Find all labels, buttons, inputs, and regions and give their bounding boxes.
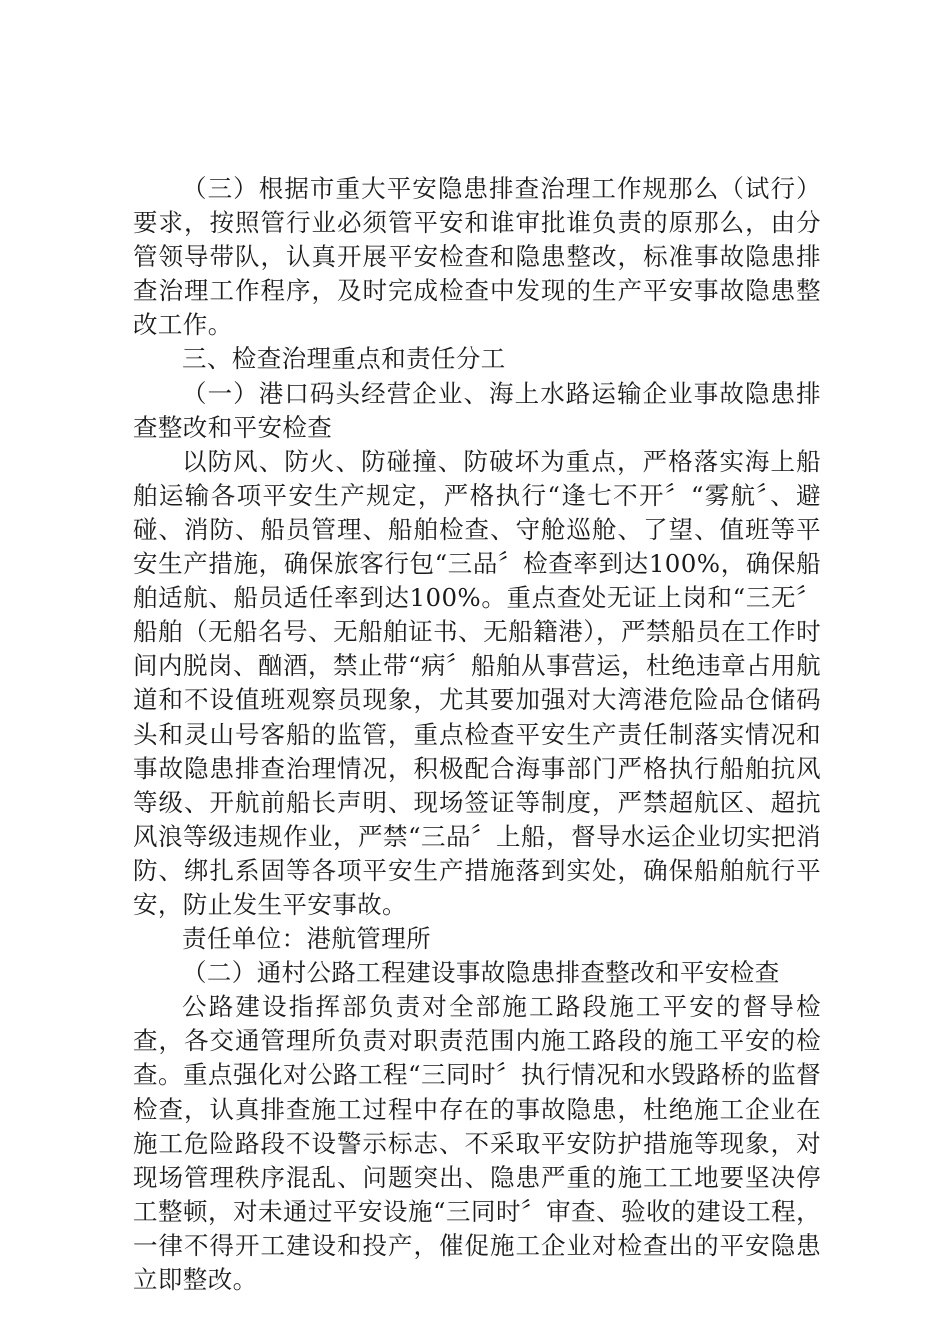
section-heading-inspection-focus: 三、检查治理重点和责任分工 — [182, 344, 506, 374]
paragraph-item-3-requirements: （三）根据市重大平安隐患排查治理工作规那么（试行）要求，按照管行业必须管平安和谁审批谁负责的原那么，由分管领导带队，认真开展平安检查和隐患整改，标准事故隐患排查治理工作程序，及时完成检查中发现的生产平安事故隐患整改工作。 — [133, 174, 821, 340]
paragraph-port-shipping-details: 以防风、防火、防碰撞、防破坏为重点，严格落实海上船舶运输各项平安生产规定，严格执行“逢七不开〞“雾航〞、避碰、消防、船员管理、船舶检查、守舱巡舱、了望、值班等平安生产措施，确保旅客行包“三品〞检查率到达100%，确保船舶适航、船员适任率到达100%。重点查处无证上岗和“三无〞船舶（无船名号、无船舶证书、无船籍港），严禁船员在工作时间内脱岗、酗酒，禁止带“病〞船舶从事营运，杜绝违章占用航道和不设值班观察员现象，尤其要加强对大湾港危险品仓储码头和灵山号客船的监管，重点检查平安生产责任制落实情况和事故隐患排查治理情况，积极配合海事部门严格执行船舶抗风等级、开航前船长声明、现场签证等制度，严禁超航区、超抗风浪等级违规作业，严禁“三品〞上船，督导水运企业切实把消防、绑扎系固等各项平安生产措施落到实处，确保船舶航行平安，防止发生平安事故。 — [133, 446, 821, 919]
paragraph-road-construction-details: 公路建设指挥部负责对全部施工路段施工平安的督导检查，各交通管理所负责对职责范围内施工路段的施工平安的检查。重点强化对公路工程“三同时〞执行情况和水毁路桥的监督检查，认真排查施工过程中存在的事故隐患，杜绝施工企业在施工危险路段不设警示标志、不采取平安防护措施等现象，对现场管理秩序混乱、问题突出、隐患严重的施工工地要坚决停工整顿，对未通过平安设施“三同时〞审查、验收的建设工程，一律不得开工建设和投产，催促施工企业对检查出的平安隐患立即整改。 — [133, 992, 821, 1294]
document-body — [133, 172, 821, 1297]
subheading-road-construction: （二）通村公路工程建设事故隐患排查整改和平安检查 — [182, 958, 780, 988]
subheading-port-shipping: （一）港口码头经营企业、海上水路运输企业事故隐患排查整改和平安检查 — [133, 378, 821, 442]
responsible-unit-line: 责任单位：港航管理所 — [182, 924, 431, 954]
